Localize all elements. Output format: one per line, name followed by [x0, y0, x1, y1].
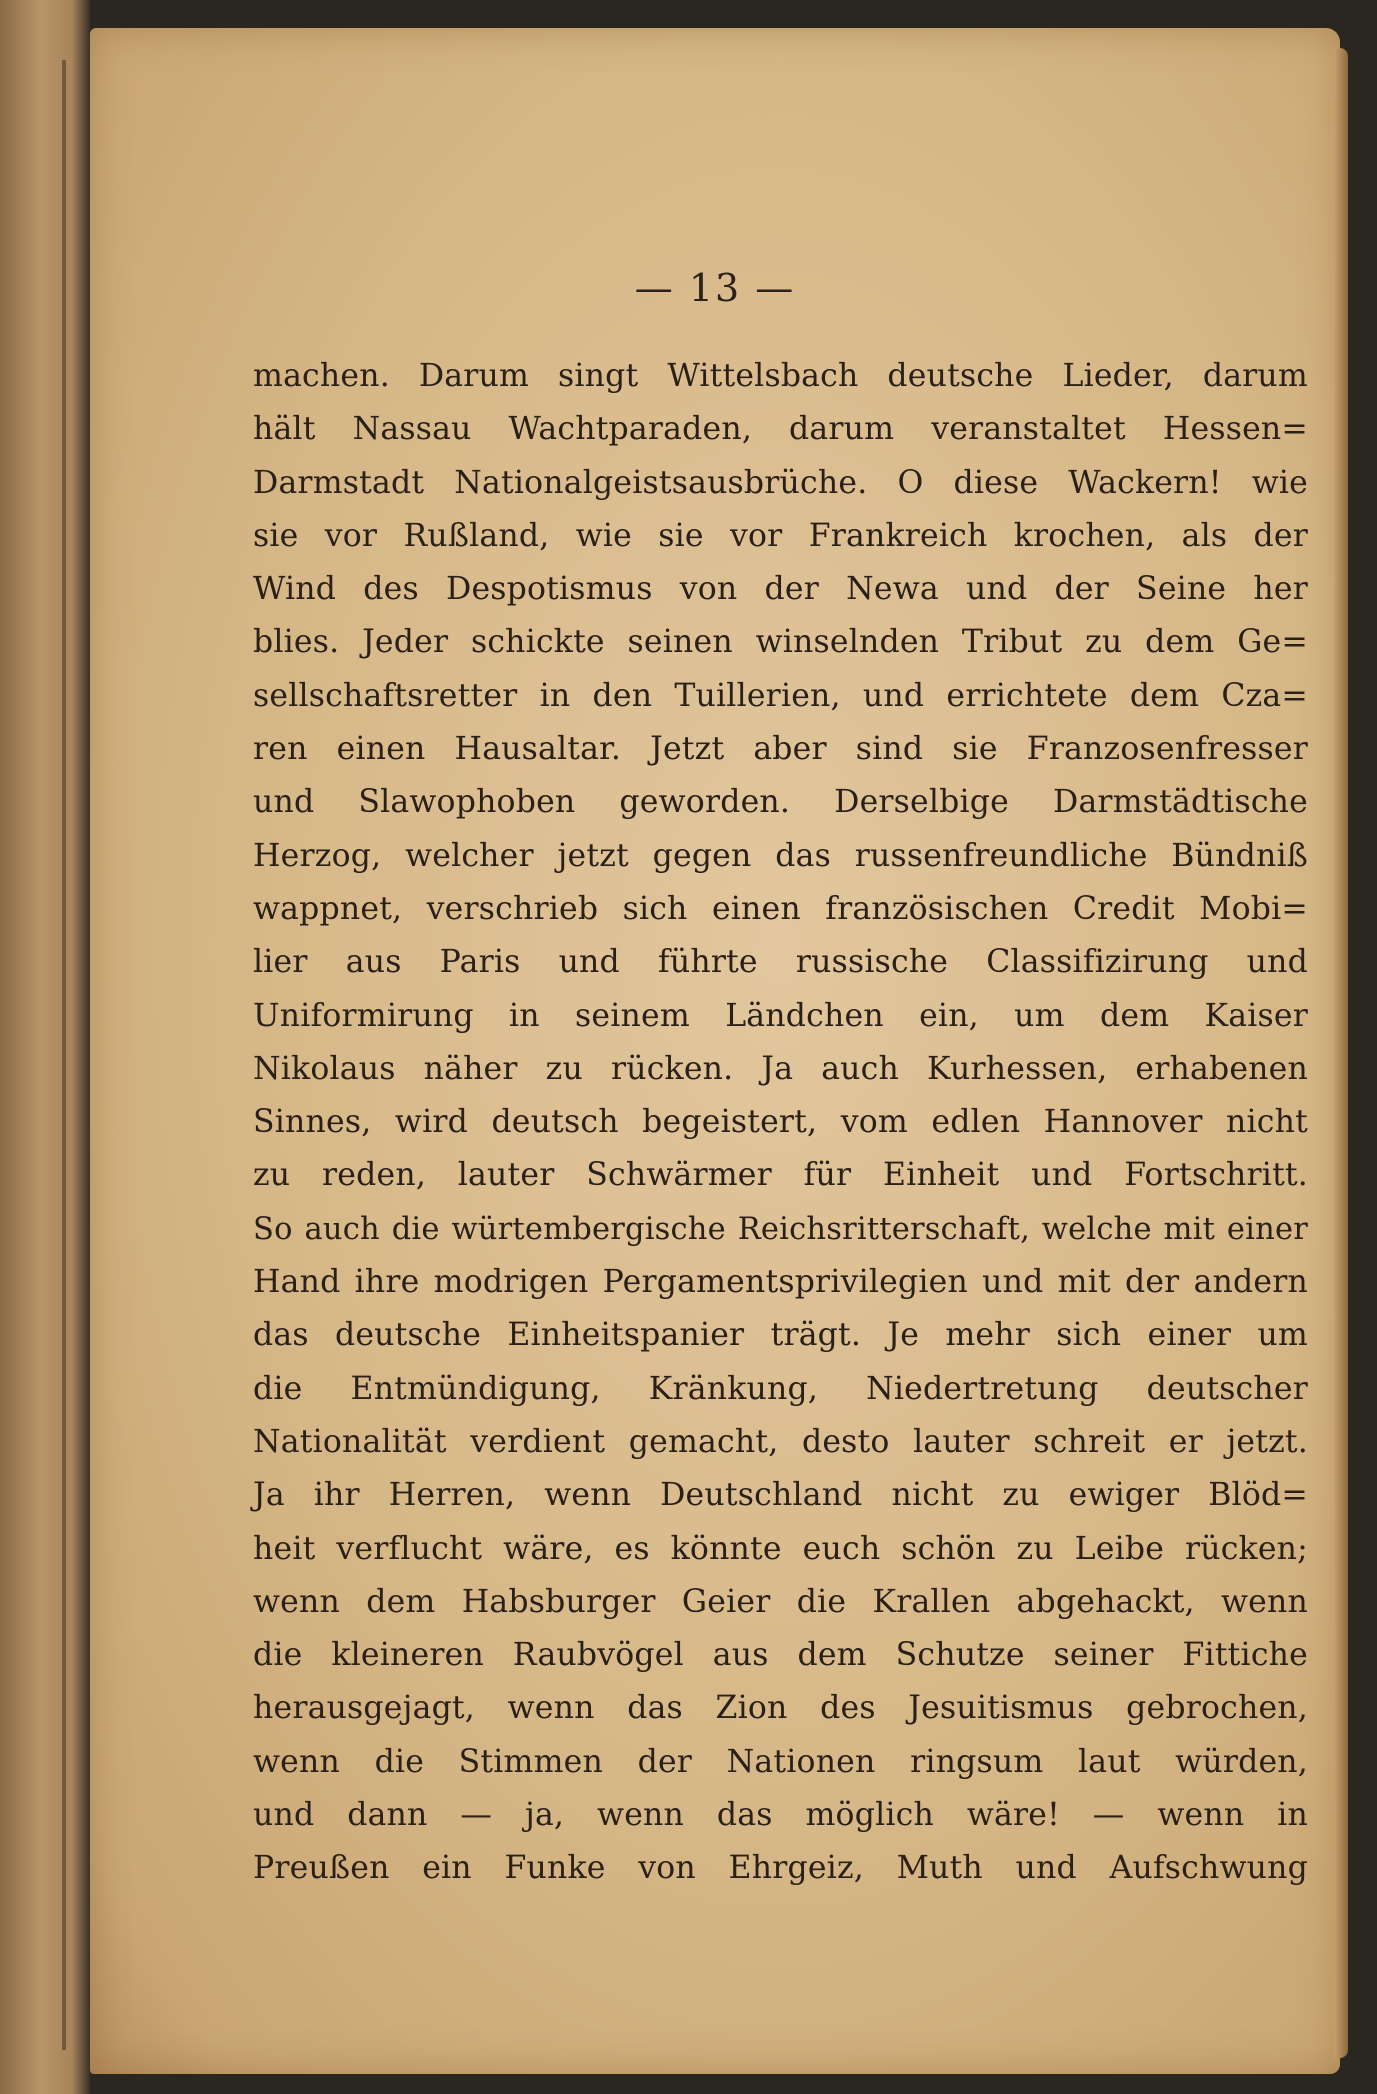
text-line: lier aus Paris und führte russische Classifizirung und: [253, 944, 1308, 981]
text-line: Ja ihr Herren, wenn Deutschland nicht zu ewiger Blöd=: [253, 1477, 1308, 1514]
text-line: herausgejagt, wenn das Zion des Jesuitismus gebrochen,: [253, 1690, 1308, 1727]
text-line: sie vor Rußland, wie sie vor Frankreich krochen, als der: [253, 517, 1308, 554]
page-edge: [1334, 48, 1348, 2058]
facing-page-fold: [62, 60, 66, 2050]
text-line: wenn dem Habsburger Geier die Krallen abgehackt, wenn: [253, 1583, 1308, 1620]
facing-page-edge: [0, 0, 90, 2094]
text-line: Preußen ein Funke von Ehrgeiz, Muth und Aufschwung: [253, 1850, 1308, 1887]
text-line: Uniformirung in seinem Ländchen ein, um dem Kaiser: [253, 997, 1308, 1034]
text-line: Nikolaus näher zu rücken. Ja auch Kurhessen, erhabenen: [253, 1050, 1308, 1087]
text-line: und dann — ja, wenn das möglich wäre! — wenn in: [253, 1797, 1308, 1834]
text-line: zu reden, lauter Schwärmer für Einheit und Fortschritt.: [253, 1157, 1308, 1194]
text-line: sellschaftsretter in den Tuillerien, und errichtete dem Cza=: [253, 677, 1308, 714]
text-line: Wind des Despotismus von der Newa und der Seine her: [253, 571, 1308, 608]
text-line: die Entmündigung, Kränkung, Niedertretung deutscher: [253, 1370, 1308, 1407]
book-page: [90, 28, 1340, 2074]
text-line: Nationalität verdient gemacht, desto lauter schreit er jetzt.: [253, 1423, 1308, 1460]
text-line: Sinnes, wird deutsch begeistert, vom edlen Hannover nicht: [253, 1104, 1308, 1141]
text-line: Darmstadt Nationalgeistsausbrüche. O diese Wackern! wie: [253, 464, 1308, 501]
page-body-text: [253, 350, 1308, 1896]
text-line: die kleineren Raubvögel aus dem Schutze seiner Fittiche: [253, 1637, 1308, 1674]
text-line: So auch die würtembergische Reichsritterschaft, welche mit einer: [253, 1211, 1308, 1247]
text-line: ren einen Hausaltar. Jetzt aber sind sie Franzosenfresser: [253, 731, 1308, 768]
text-line: wenn die Stimmen der Nationen ringsum laut würden,: [253, 1743, 1308, 1780]
text-line: und Slawophoben geworden. Derselbige Darmstädtische: [253, 784, 1308, 821]
page-number: — 13 —: [634, 266, 796, 310]
text-line: machen. Darum singt Wittelsbach deutsche Lieder, darum: [253, 358, 1308, 394]
text-line: wappnet, verschrieb sich einen französischen Credit Mobi=: [253, 890, 1308, 927]
text-line: heit verflucht wäre, es könnte euch schön zu Leibe rücken;: [253, 1530, 1308, 1567]
text-line: das deutsche Einheitspanier trägt. Je mehr sich einer um: [253, 1317, 1308, 1354]
text-line: hält Nassau Wachtparaden, darum veranstaltet Hessen=: [253, 411, 1308, 448]
text-line: Hand ihre modrigen Pergamentsprivilegien und mit der andern: [253, 1264, 1308, 1301]
text-line: Herzog, welcher jetzt gegen das russenfreundliche Bündniß: [253, 837, 1308, 874]
text-line: blies. Jeder schickte seinen winselnden Tribut zu dem Ge=: [253, 624, 1308, 661]
